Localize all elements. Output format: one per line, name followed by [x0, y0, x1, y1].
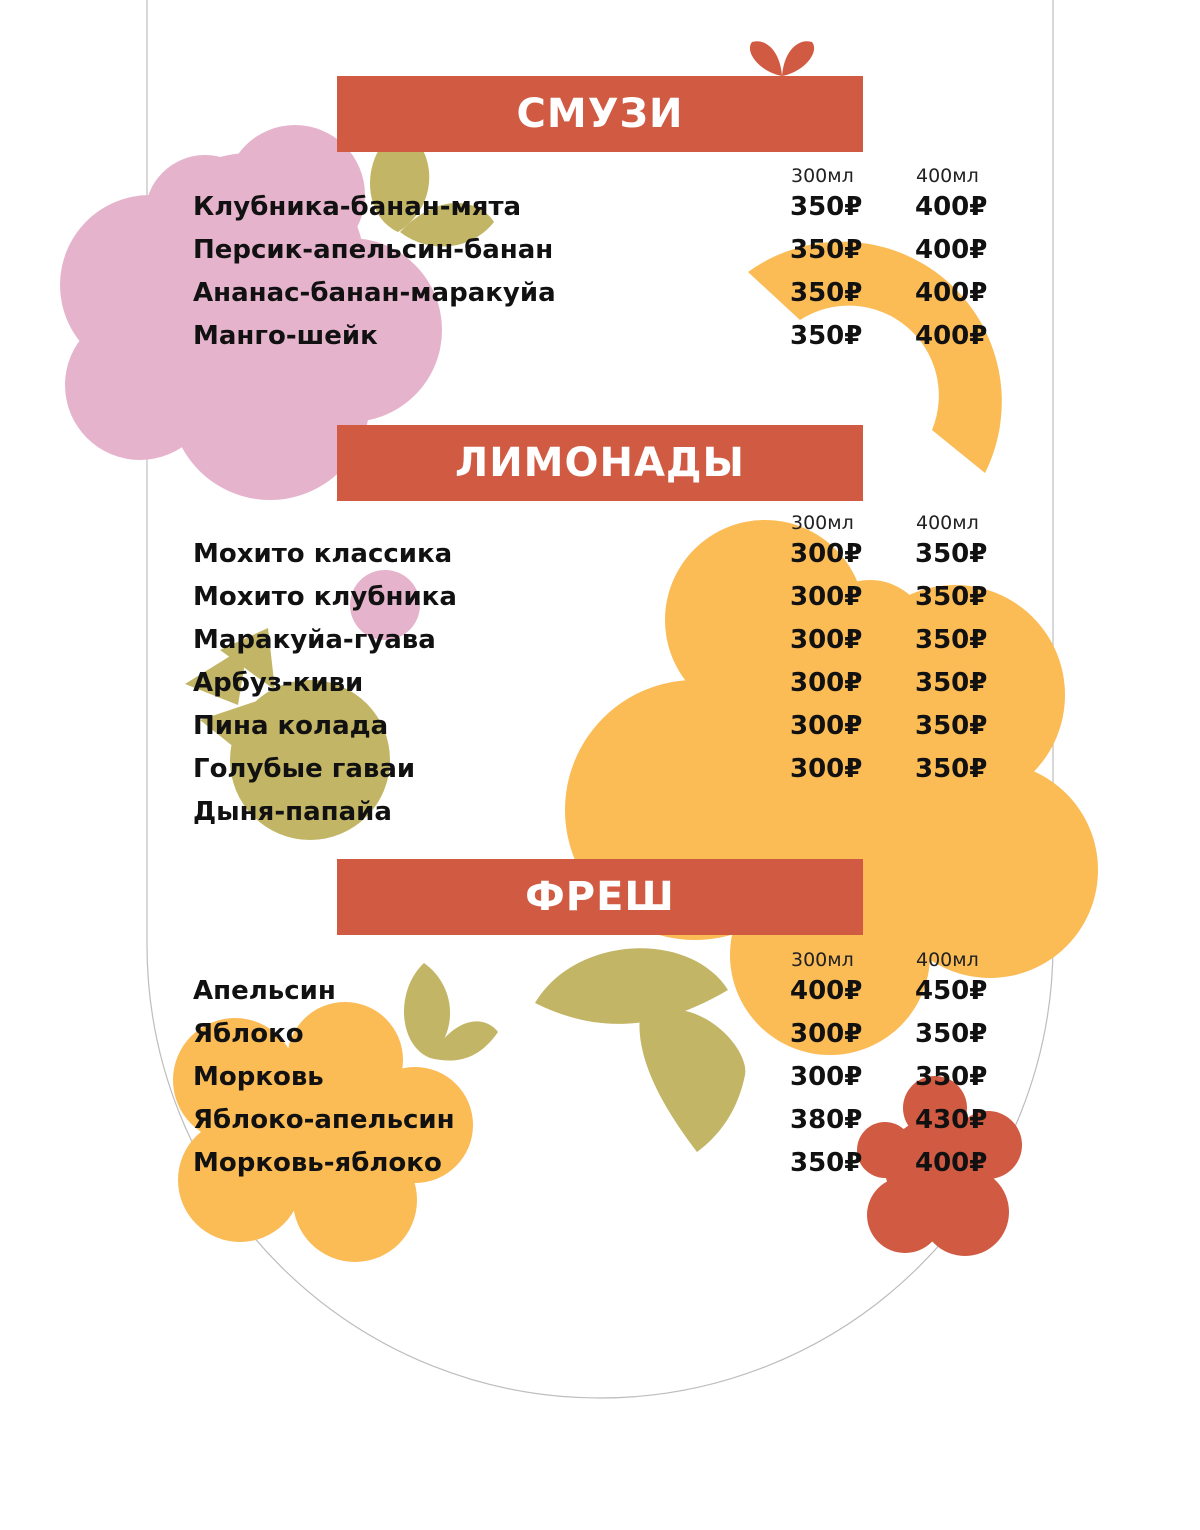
item-name: Ананас-банан-маракуйа	[193, 278, 556, 308]
item-name: Апельсин	[193, 976, 336, 1006]
item-name: Дыня-папайа	[193, 797, 392, 827]
menu-item	[193, 1062, 1013, 1102]
menu-item	[193, 797, 1013, 837]
item-price-300: 350₽	[790, 321, 863, 351]
item-price-300: 350₽	[790, 192, 863, 222]
item-price-400: 350₽	[915, 754, 988, 784]
menu-item	[193, 711, 1013, 751]
item-price-300: 350₽	[790, 235, 863, 265]
item-name: Арбуз-киви	[193, 668, 364, 698]
item-name: Морковь-яблоко	[193, 1148, 442, 1178]
section-title-smoothies: СМУЗИ	[337, 76, 863, 152]
item-price-300: 300₽	[790, 625, 863, 655]
item-price-400: 350₽	[915, 625, 988, 655]
menu-item	[193, 1105, 1013, 1145]
item-price-400: 450₽	[915, 976, 988, 1006]
item-price-400: 400₽	[915, 321, 988, 351]
item-name: Яблоко-апельсин	[193, 1105, 455, 1135]
menu-item	[193, 235, 1013, 275]
volume-label-400: 400мл	[916, 165, 979, 187]
item-name: Голубые гаваи	[193, 754, 416, 784]
item-price-400: 350₽	[915, 1019, 988, 1049]
item-price-400: 350₽	[915, 1062, 988, 1092]
item-price-400: 430₽	[915, 1105, 988, 1135]
item-name: Клубника-банан-мята	[193, 192, 522, 222]
red-petal-shape	[750, 41, 814, 76]
item-name: Мохито клубника	[193, 582, 457, 612]
item-price-300: 380₽	[790, 1105, 863, 1135]
item-price-300: 300₽	[790, 711, 863, 741]
item-price-300: 350₽	[790, 278, 863, 308]
item-price-400: 350₽	[915, 711, 988, 741]
item-price-300: 300₽	[790, 1019, 863, 1049]
item-price-400: 350₽	[915, 539, 988, 569]
item-name: Яблоко	[193, 1019, 304, 1049]
item-name: Морковь	[193, 1062, 324, 1092]
item-name: Мохито классика	[193, 539, 453, 569]
item-price-400: 400₽	[915, 192, 988, 222]
item-name: Пина колада	[193, 711, 389, 741]
item-name: Персик-апельсин-банан	[193, 235, 554, 265]
menu-item	[193, 668, 1013, 708]
item-price-300: 300₽	[790, 539, 863, 569]
volume-label-300: 300мл	[791, 949, 854, 971]
menu-item	[193, 1148, 1013, 1188]
item-price-300: 300₽	[790, 668, 863, 698]
section-title-fresh: ФРЕШ	[337, 859, 863, 935]
volume-label-400: 400мл	[916, 949, 979, 971]
item-price-300: 300₽	[790, 582, 863, 612]
item-price-400: 350₽	[915, 582, 988, 612]
item-price-300: 350₽	[790, 1148, 863, 1178]
volume-label-300: 300мл	[791, 165, 854, 187]
menu-item	[193, 976, 1013, 1016]
menu-item	[193, 1019, 1013, 1059]
menu-item	[193, 192, 1013, 232]
item-price-300: 300₽	[790, 754, 863, 784]
menu-item	[193, 582, 1013, 622]
menu-item	[193, 625, 1013, 665]
item-price-300: 400₽	[790, 976, 863, 1006]
item-name: Маракуйа-гуава	[193, 625, 436, 655]
item-price-400: 350₽	[915, 668, 988, 698]
menu-item	[193, 754, 1013, 794]
item-price-400: 400₽	[915, 1148, 988, 1178]
item-price-400: 400₽	[915, 278, 988, 308]
menu-item	[193, 539, 1013, 579]
section-title-lemonades: ЛИМОНАДЫ	[337, 425, 863, 501]
item-name: Манго-шейк	[193, 321, 378, 351]
volume-label-400: 400мл	[916, 512, 979, 534]
menu-item	[193, 278, 1013, 318]
item-price-400: 400₽	[915, 235, 988, 265]
volume-label-300: 300мл	[791, 512, 854, 534]
menu-item	[193, 321, 1013, 361]
item-price-300: 300₽	[790, 1062, 863, 1092]
